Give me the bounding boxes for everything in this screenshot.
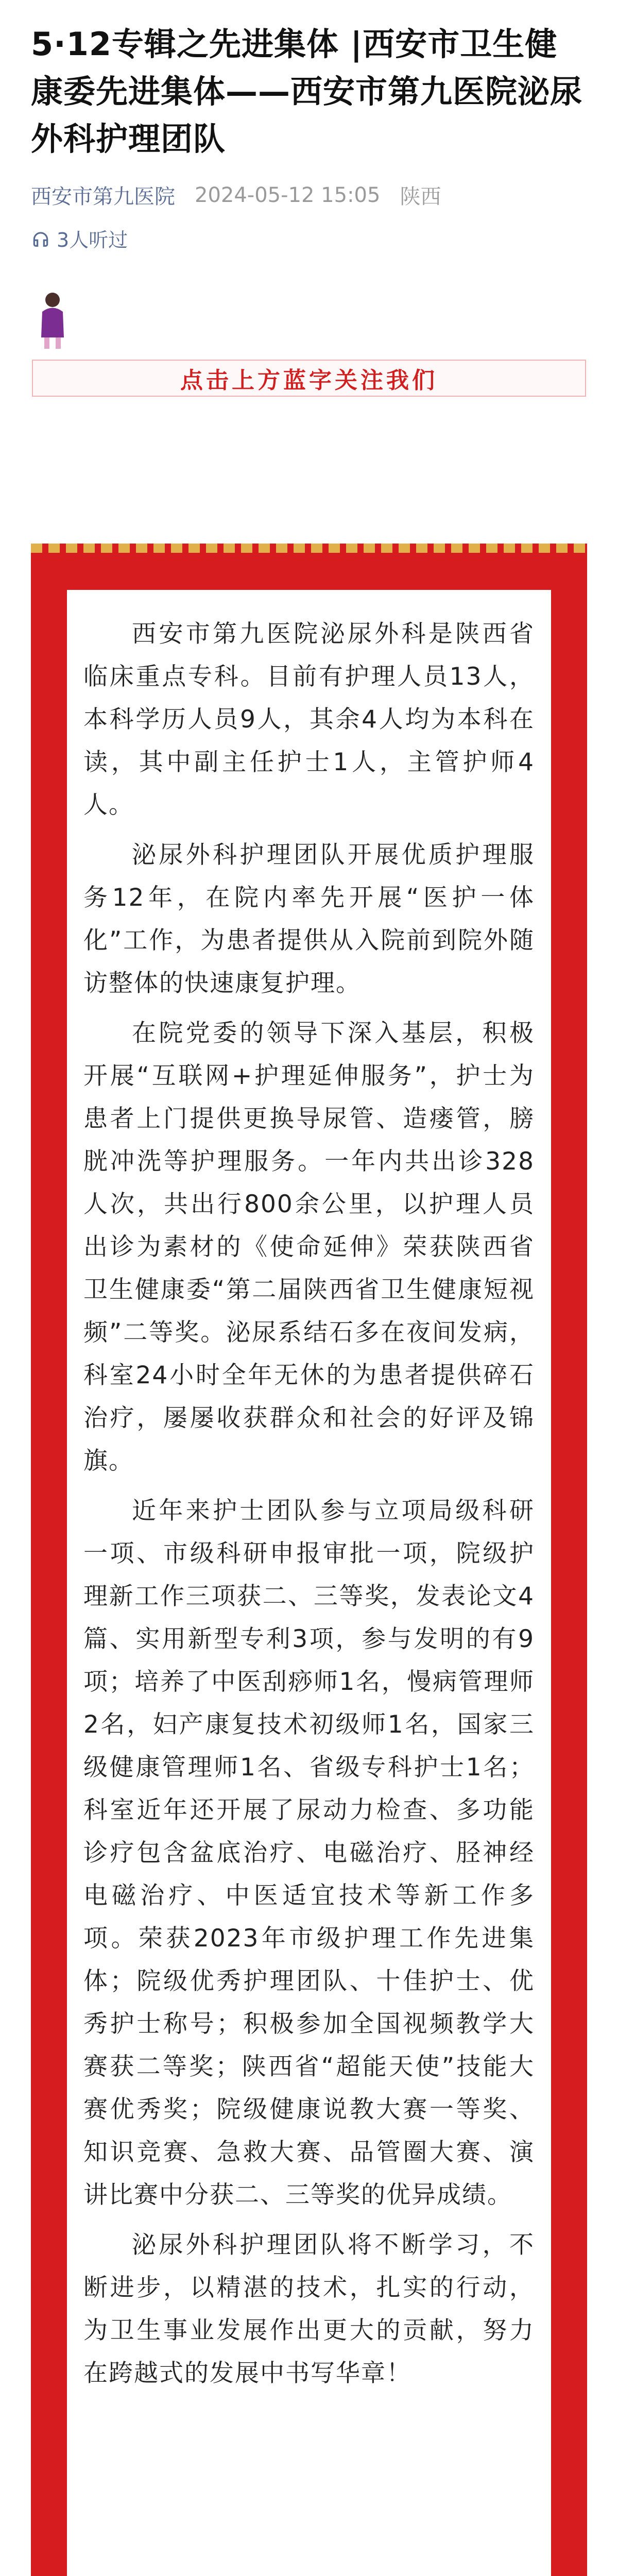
article-body [67,590,551,2576]
listen-count[interactable] [31,224,587,252]
paragraph: 在院党委的领导下深入基层，积极开展“互联网+护理延伸服务”，护士为患者上门提供更换导尿管、造瘘管，膀胱冲洗等护理服务。一年内共出诊328人次，共出行800余公里，以护理人员出诊为素材的《使命延伸》荣获陕西省卫生健康委“第二届陕西省卫生健康短视频”二等奖。泌尿系结石多在夜间发病，科室24小时全年无休的为患者提供碎石治疗，屡屡收获群众和社会的好评及锦旗。 [83,1019,535,1475]
article-title: 5·12专辑之先进集体 |西安市卫生健康委先进集体——西安市第九医院泌尿外科护理团队 [31,25,583,158]
follow-banner [32,289,586,397]
paragraph: 西安市第九医院泌尿外科是陕西省临床重点专科。目前有护理人员13人，本科学历人员9人，其余4人均为本科在读，其中副主任护士1人，主管护师4人。 [83,620,535,819]
article-frame [31,544,587,2576]
meta-row [31,180,587,210]
publish-location: 陕西 [400,185,441,209]
article-header [0,0,618,252]
person-figure-icon [32,289,73,350]
follow-us-text: 点击上方蓝字关注我们 [180,367,438,394]
publish-date: 2024-05-12 15:05 [195,183,381,207]
follow-us-button[interactable] [32,360,586,397]
account-name-link[interactable]: 西安市第九医院 [31,185,175,209]
headphone-icon [31,229,50,248]
paragraph: 近年来护士团队参与立项局级科研一项、市级科研申报审批一项，院级护理新工作三项获二、三等奖，发表论文4篇、实用新型专利3项，参与发明的有9项；培养了中医刮痧师1名，慢病管理师2名，妇产康复技术初级师1名，国家三级健康管理师1名、省级专科护士1名；科室近年还开展了尿动力检查、多功能诊疗包含盆底治疗、电磁治疗、胫神经电磁治疗、中医适宜技术等新工作多项。荣获2023年市级护理工作先进集体；院级优秀护理团队、十佳护士、优秀护士称号；积极参加全国视频教学大赛获二等奖；陕西省“超能天使”技能大赛优秀奖；院级健康说教大赛一等奖、知识竞赛、急救大赛、品管圈大赛、演讲比赛中分获二、三等奖的优异成绩。 [83,1497,535,2209]
paragraph: 泌尿外科护理团队将不断学习，不断进步，以精湛的技术，扎实的行动，为卫生事业发展作出更大的贡献，努力在跨越式的发展中书写华章！ [83,2231,535,2387]
listen-count-text: 3人听过 [57,229,128,251]
paragraph: 泌尿外科护理团队开展优质护理服务12年，在院内率先开展“医护一体化”工作，为患者提供从入院前到院外随访整体的快速康复护理。 [83,841,535,997]
